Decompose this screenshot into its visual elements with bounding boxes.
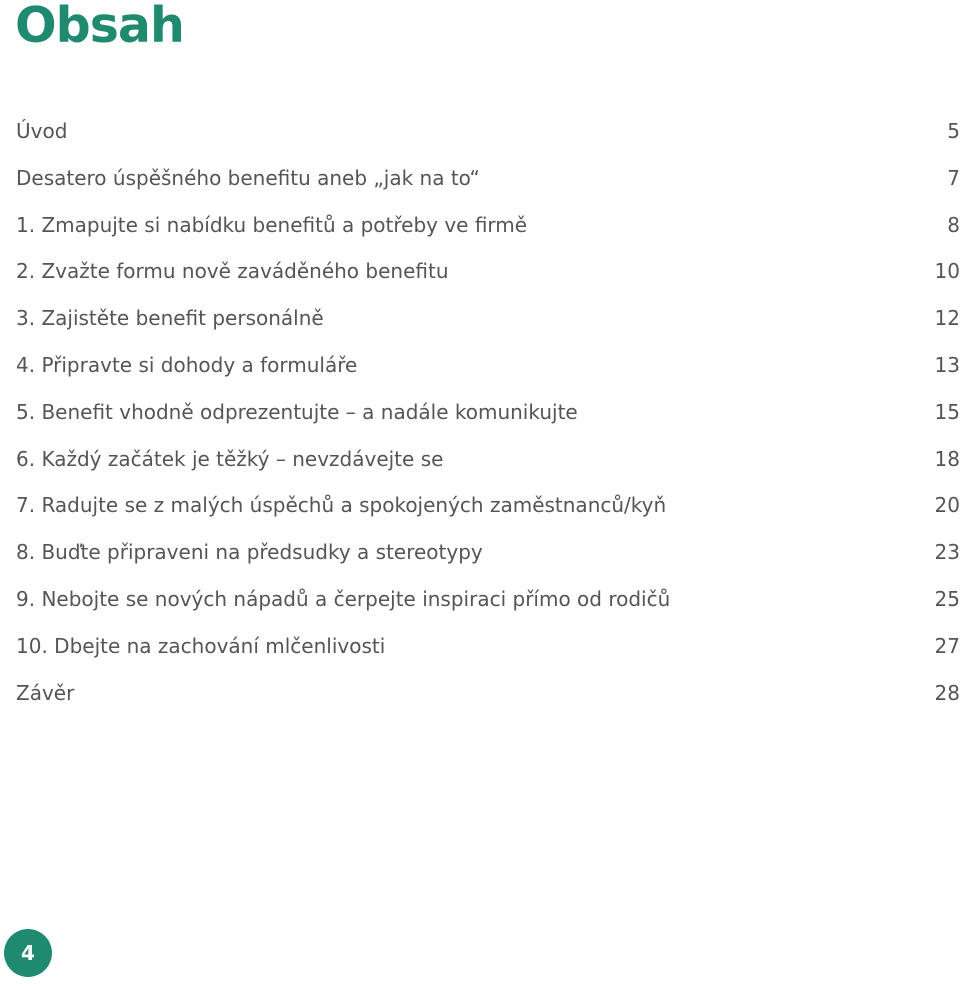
toc-entry-page: 25 (934, 586, 960, 611)
toc-entry-label: 1. Zmapujte si nabídku benefitů a potřeby ve firmě (16, 212, 528, 237)
toc-entry-page: 12 (934, 306, 960, 331)
toc-entry[interactable] (16, 537, 960, 584)
toc-entry-label: 7. Radujte se z malých úspěchů a spokojených zaměstnanců/kyň (16, 493, 667, 518)
toc-entry-page: 8 (947, 212, 960, 237)
toc-entry-label: 6. Každý začátek je těžký – nevzdávejte se (16, 446, 444, 471)
toc-entry-page: 18 (934, 446, 960, 471)
toc-entry-page: 15 (934, 399, 960, 424)
toc-entry-label: 9. Nebojte se nových nápadů a čerpejte inspiraci přímo od rodičů (16, 586, 671, 611)
toc-entry-page: 28 (934, 680, 960, 705)
toc-entry[interactable] (16, 584, 960, 631)
toc-entry-page: 13 (934, 352, 960, 377)
toc-entry[interactable] (16, 116, 960, 163)
toc-entry[interactable] (16, 256, 960, 303)
toc-entry[interactable] (16, 210, 960, 257)
toc-entry-label: 5. Benefit vhodně odprezentujte – a nadále komunikujte (16, 399, 578, 424)
toc-entry-page: 7 (947, 165, 960, 190)
toc-entry[interactable] (16, 490, 960, 537)
toc-entry-label: Desatero úspěšného benefitu aneb „jak na to“ (16, 165, 480, 190)
toc-entry-page: 20 (934, 493, 960, 518)
toc-entry[interactable] (16, 303, 960, 350)
toc-entry-page: 27 (934, 633, 960, 658)
table-of-contents (16, 116, 960, 724)
toc-entry-label: 3. Zajistěte benefit personálně (16, 306, 324, 331)
page-title: Obsah (15, 0, 184, 54)
toc-entry[interactable] (16, 163, 960, 210)
page-number-badge: 4 (4, 929, 52, 977)
toc-entry[interactable] (16, 397, 960, 444)
toc-entry[interactable] (16, 678, 960, 725)
toc-entry-label: 10. Dbejte na zachování mlčenlivosti (16, 633, 386, 658)
toc-entry-page: 5 (947, 119, 960, 143)
toc-entry-page: 10 (934, 259, 960, 284)
toc-entry[interactable] (16, 350, 960, 397)
toc-entry-label: 4. Připravte si dohody a formuláře (16, 352, 358, 377)
toc-entry-label: 8. Buďte připraveni na předsudky a stereotypy (16, 540, 483, 565)
toc-entry-label: Úvod (16, 119, 68, 143)
toc-entry-page: 23 (934, 540, 960, 565)
toc-entry-label: 2. Zvažte formu nově zaváděného benefitu (16, 259, 449, 284)
toc-entry[interactable] (16, 444, 960, 491)
toc-entry-label: Závěr (16, 680, 75, 705)
toc-entry[interactable] (16, 631, 960, 678)
